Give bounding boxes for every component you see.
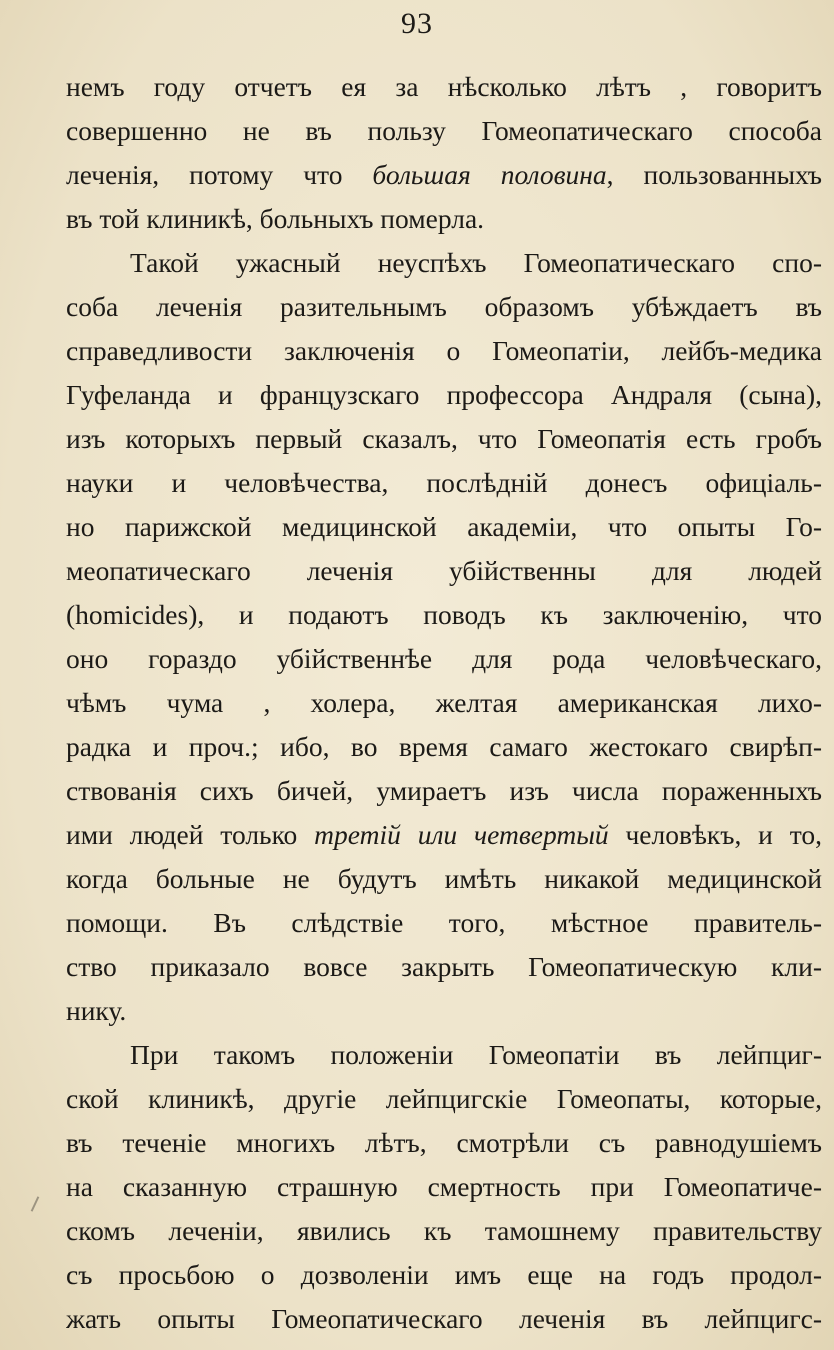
line-text: человѣкъ, и то, — [608, 819, 822, 850]
paragraph-start-line: При такомъ положеніи Гомеопатіи въ лейпциг- — [130, 1039, 822, 1070]
text-line: справедливости заключенія о Гомеопатіи, лейбъ-медика — [66, 335, 822, 366]
text-line: скомъ леченіи, явились къ тамошнему правительству — [66, 1215, 822, 1246]
text-line: меопатическаго леченія убійственны для людей — [66, 555, 822, 586]
page-number: 93 — [401, 7, 433, 40]
text-line: радка и проч.; ибо, во время самаго жестокаго свирѣп- — [66, 731, 822, 762]
text-line: помощи. Въ слѣдствіе того, мѣстное правитель- — [66, 907, 822, 938]
ink-mark — [31, 1196, 40, 1211]
line-text: ими людей только — [66, 819, 315, 850]
text-line — [66, 154, 822, 196]
text-line: ство приказало вовсе закрыть Гомеопатическую кли- — [66, 951, 822, 982]
line-text: , пользованныхъ — [606, 159, 822, 190]
text-line: чѣмъ чума , холера, желтая американская лихо- — [66, 687, 822, 718]
text-line: ствованія сихъ бичей, умираетъ изъ числа пораженныхъ — [66, 775, 822, 806]
text-line: (homicides), и подаютъ поводъ къ заключенію, что — [66, 599, 822, 630]
text-line — [66, 814, 822, 856]
italic-phrase: большая половина — [372, 159, 607, 190]
paragraph-start-line: Такой ужасный неуспѣхъ Гомеопатическаго спо- — [130, 247, 822, 278]
text-line: ской клиникѣ, другіе лейпцигскіе Гомеопаты, которые, — [66, 1083, 822, 1114]
text-line: оно гораздо убійственнѣе для рода человѣческаго, — [66, 643, 822, 674]
text-line: изъ которыхъ первый сказалъ, что Гомеопатія есть гробъ — [66, 423, 822, 454]
text-line: въ той клиникѣ, больныхъ померла. — [66, 203, 485, 234]
text-line: въ теченіе многихъ лѣтъ, смотрѣли съ равнодушіемъ — [66, 1127, 822, 1158]
text-line: жать опыты Гомеопатическаго леченія въ лейпцигс- — [66, 1303, 822, 1334]
text-line: нику. — [66, 995, 127, 1026]
text-line: но парижской медицинской академіи, что опыты Го- — [66, 511, 822, 542]
text-line: совершенно не въ пользу Гомеопатическаго способа — [66, 115, 822, 146]
italic-phrase: третій или четвертый — [314, 819, 609, 850]
text-line: науки и человѣчества, послѣдній донесъ офиціаль- — [66, 467, 822, 498]
text-line: соба леченія разительнымъ образомъ убѣждаетъ въ — [66, 291, 822, 322]
line-text: леченія, потому что — [66, 159, 373, 190]
text-line: съ просьбою о дозволеніи имъ еще на годъ продол- — [66, 1259, 822, 1290]
text-line: на сказанную страшную смертность при Гомеопатиче- — [66, 1171, 822, 1202]
text-line: немъ году отчетъ ея за нѣсколько лѣтъ , говоритъ — [66, 71, 822, 102]
text-line: Гуфеланда и французскаго профессора Андраля (сына), — [66, 379, 822, 410]
text-line: когда больные не будутъ имѣть никакой медицинской — [66, 863, 822, 894]
